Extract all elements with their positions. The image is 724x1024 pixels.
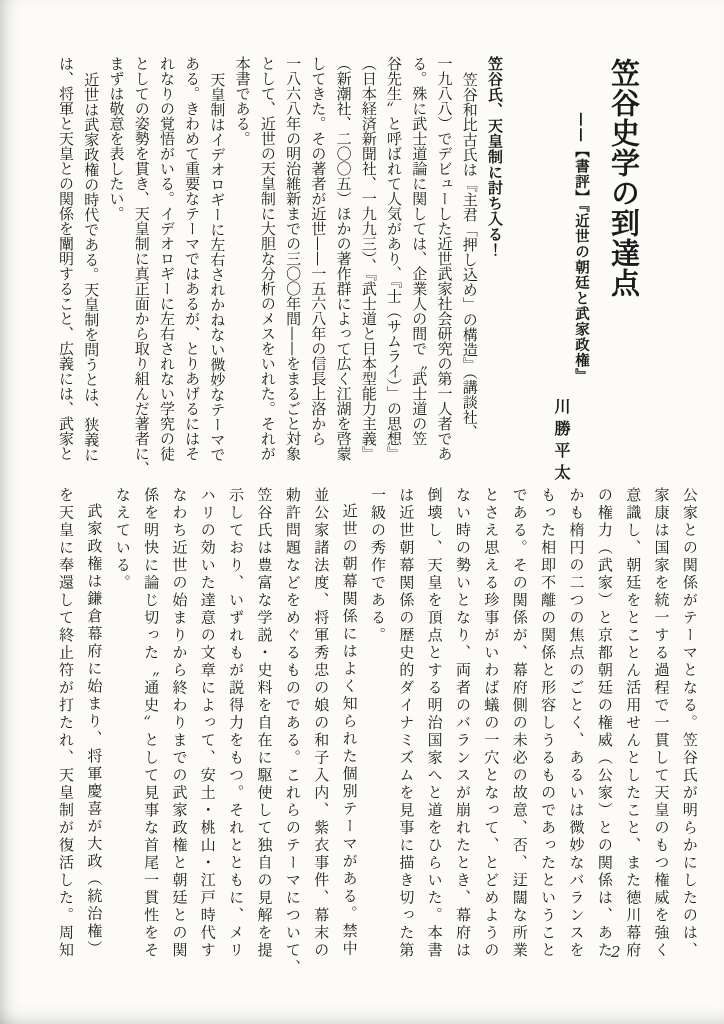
text-column: である。その関係が、幕府側の未必の故意、否、迂闊な所業 [510,487,529,960]
article-subtitle: ——【書評】『近世の朝廷と武家政権』 [573,112,590,384]
text-column: 武家政権は鎌倉幕府に始まり、将軍慶喜が大政（統治権） [85,503,104,958]
text-column: 近世は武家政権の時代である。天皇制を問うとは、狭義に [82,72,101,462]
text-column: 並公家諸法度、将軍秀忠の娘の和子入内、紫衣事件、幕末の [312,487,331,960]
text-column: 一級の秀作である。 [368,487,387,645]
text-column: 公家との関係がテーマとなる。笠谷氏が明らかにしたのは、 [680,487,699,960]
text-column: 笠谷和比古氏は『主君「押し込め」の構造』（講談社、 [460,72,479,440]
lower-text-block [57,487,699,977]
text-column: とさえ思える珍事がいわば蟻の一穴となって、とどめようの [482,487,501,960]
text-column: る。殊に武士道論に関しては、企業人の間で〝武士道の笠 [410,56,429,446]
text-column: 倒壊し、天皇を頂点とする明治国家へと道をひらいた。本書 [425,487,444,960]
page-number: 2 [611,943,621,961]
text-column: 笠谷氏は豊富な学説・史料を自在に駆使して独自の見解を提 [255,487,274,960]
text-column: なえている。 [113,487,132,592]
text-column: 谷先生〟と呼ばれて人気があり、『士（サムライ）」の思想』 [385,56,404,461]
text-column: かも楕円の二つの焦点のごとく、あるいは微妙なバランスを [567,487,586,960]
text-column: 勅許問題などをめぐるものである。これらのテーマについて、 [283,487,302,977]
text-column: もった相即不離の関係と形容しうるものであったということ [539,487,558,960]
text-column: 示しており、いずれもが説得力をもつ。それとともに、メリ [227,487,246,960]
text-column: は、将軍と天皇との関係を闡明すること、広義には、武家と [57,56,75,461]
text-column: 家康は国家を統一する過程で一貫して天皇のもつ権威を強く [652,487,671,960]
text-column: は近世朝幕関係の歴史的ダイナミズムを見事に描き切った第 [397,487,416,960]
text-column: として、近世の天皇制に大胆な分析のメスをいれた。それが [258,56,277,461]
text-column: 天皇制はイデオロギーに左右されかねない微妙なテーマで [208,72,227,462]
text-column: 一八六八年の明治維新までの三〇〇年間——をまるごと対象 [284,56,303,461]
text-column: 意識し、朝廷をとことん活用せんとしたこと、また徳川幕府 [624,487,643,960]
text-column: を天皇に奉還して終止符が打たれ、天皇制が復活した。周知 [57,487,75,960]
text-column: 本書である。 [233,56,252,146]
text-column: ない時の勢いとなり、両者のバランスが崩れたとき、幕府は [454,487,473,960]
author-name: 川勝平太 [552,398,571,486]
text-column: 係を明快に論じ切った〝通史〟として見事な首尾一貫性をそ [142,487,161,960]
text-column: （新潮社、二〇〇五）ほかの著作群によって広く江湖を啓蒙 [334,56,353,461]
text-column: 笠谷氏、天皇制に討ち入る！ [485,56,504,258]
text-column: してきた。その著者が近世——一五六八年の信長上洛から [309,56,328,446]
article-title: 笠谷史学の到達点 [607,58,641,298]
text-column: の権力（武家）と京都朝廷の権威（公家）との関係は、あた [595,487,614,960]
text-column: 一九八八）でデビューした近世武家社会研究の第一人者であ [435,56,454,461]
text-column: ある。きわめて重要なテーマではあるが、とりあげるにはそ [183,56,202,461]
text-column: ハリの効いた達意の文章によって、安土・桃山・江戸時代す [198,487,217,960]
text-column: 近世の朝幕関係にはよく知られた個別テーマがある。禁中 [340,503,359,958]
text-column: （日本経済新聞社、一九九三）、『武士道と日本型能力主義』 [359,56,378,461]
text-column: なわち近世の始まりから終わりまでの武家政権と朝廷との関 [170,487,189,960]
text-column: としての姿勢を貫き、天皇制に真正面から取り組んだ著者に、 [132,56,151,476]
text-column: まずは敬意を表したい。 [107,56,126,221]
upper-text-block [58,56,502,480]
text-column: れなりの覚悟がいる。イデオロギーに左右されない学究の徒 [157,56,176,461]
